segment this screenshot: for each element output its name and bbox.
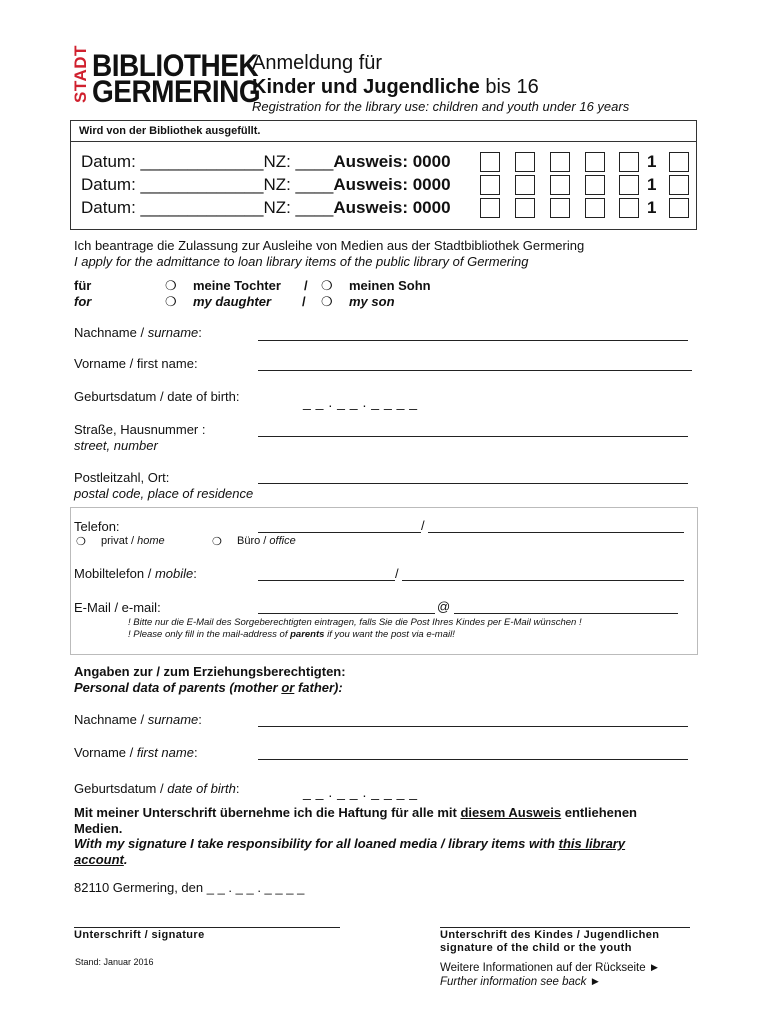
child-street-label-en: street, number xyxy=(74,438,158,453)
title-bold: Kinder und Jugendliche xyxy=(252,76,480,98)
label-de: Büro / xyxy=(237,535,270,547)
label-colon: : xyxy=(193,566,197,581)
label-de: Geburtsdatum / xyxy=(74,781,168,796)
daughter-radio[interactable]: ❍ xyxy=(165,278,177,293)
label-colon: : xyxy=(198,325,202,340)
datum-field: Datum: _____________ xyxy=(81,198,264,217)
id-digit-box[interactable] xyxy=(480,152,500,172)
email-domain-field[interactable] xyxy=(454,613,678,614)
liability-de-line2: Medien. xyxy=(74,821,123,836)
parent-surname-field[interactable] xyxy=(258,726,688,727)
private-radio[interactable]: ❍ xyxy=(76,536,86,548)
id-check-box[interactable] xyxy=(669,152,689,172)
id-suffix: 1 xyxy=(647,175,657,194)
logo-line-1: BIBLIOTHEK xyxy=(92,47,259,83)
text-part: With my signature I take responsibility for all loaned media / library items with xyxy=(74,836,559,851)
label-de: Vorname / xyxy=(74,745,137,760)
child-surname-label xyxy=(74,325,202,340)
liability-en-line2 xyxy=(74,852,127,867)
child-postal-field[interactable] xyxy=(258,483,688,484)
id-digit-box[interactable] xyxy=(585,198,605,218)
library-box-divider xyxy=(71,141,696,142)
son-label-en: my son xyxy=(349,294,395,309)
stand-date: Stand: Januar 2016 xyxy=(75,957,154,967)
id-check-box[interactable] xyxy=(669,198,689,218)
private-label xyxy=(101,535,165,547)
parent-signature-label: Unterschrift / signature xyxy=(74,929,205,941)
datum-field: Datum: _____________ xyxy=(81,175,264,194)
label-en: surname xyxy=(147,325,199,340)
text-part: Mit meiner Unterschrift übernehme ich die Haftung für alle mit xyxy=(74,805,461,820)
child-signature-label-2: signature of the child or the youth xyxy=(440,942,632,954)
id-digit-box[interactable] xyxy=(619,175,639,195)
label-colon: : xyxy=(198,712,202,727)
parent-firstname-label xyxy=(74,745,198,760)
id-check-box[interactable] xyxy=(669,175,689,195)
for-label-de: für xyxy=(74,278,92,293)
child-firstname-label: Vorname / first name: xyxy=(74,356,198,371)
text-part: . xyxy=(123,852,128,867)
email-label: E-Mail / e-mail: xyxy=(74,600,161,615)
child-signature-line[interactable] xyxy=(440,927,690,928)
mobile-label xyxy=(74,566,197,581)
mobile-slash: / xyxy=(395,566,399,581)
label-colon: : xyxy=(193,745,198,760)
label-de: Mobiltelefon / xyxy=(74,566,155,581)
id-digit-box[interactable] xyxy=(585,152,605,172)
library-row-1 xyxy=(81,152,451,172)
liability-en-line1 xyxy=(74,836,625,851)
label-en: surname xyxy=(147,712,199,727)
id-digit-box[interactable] xyxy=(480,175,500,195)
email-user-field[interactable] xyxy=(258,613,435,614)
label-en: date of birth xyxy=(167,781,236,796)
child-firstname-field[interactable] xyxy=(258,370,692,371)
phone-slash: / xyxy=(421,518,425,533)
for-label-en: for xyxy=(74,294,92,309)
label-en: home xyxy=(137,535,165,547)
daughter-label-en: my daughter xyxy=(193,294,272,309)
parent-firstname-field[interactable] xyxy=(258,759,688,760)
id-digit-box[interactable] xyxy=(550,175,570,195)
label-en: first name xyxy=(136,745,194,760)
nz-field: NZ: ____ xyxy=(263,152,334,171)
logo-line-2: GERMERING xyxy=(92,73,261,109)
underlined-part: diesem Ausweis xyxy=(460,805,562,820)
note-part: ! Please only fill in the mail-address of xyxy=(128,629,291,640)
mobile-number-field[interactable] xyxy=(402,580,684,581)
id-suffix: 1 xyxy=(647,198,657,217)
child-street-label-de: Straße, Hausnummer : xyxy=(74,422,206,437)
more-info-de: Weitere Informationen auf der Rückseite ► xyxy=(440,962,661,974)
phone-area-field[interactable] xyxy=(258,532,421,533)
parent-dob-field[interactable]: _ _ . _ _ . _ _ _ _ xyxy=(303,784,418,800)
library-use-box xyxy=(70,120,697,230)
son-radio[interactable]: ❍ xyxy=(321,278,333,293)
label-de: Nachname / xyxy=(74,325,148,340)
ausweis-field: Ausweis: 0000 xyxy=(333,198,451,217)
place-date-line[interactable]: 82110 Germering, den _ _ . _ _ . _ _ _ _ xyxy=(74,880,305,895)
logo-stadt xyxy=(70,45,92,103)
email-at: @ xyxy=(437,599,451,614)
library-row-2 xyxy=(81,175,451,195)
note-bold: parents xyxy=(290,629,325,640)
label-de: Nachname / xyxy=(74,712,148,727)
text-part: entliehenen xyxy=(561,805,637,820)
phone-number-field[interactable] xyxy=(428,532,684,533)
intro-de: Ich beantrage die Zulassung zur Ausleihe von Medien aus der Stadtbibliothek Germering xyxy=(74,238,585,253)
choice-slash-en: / xyxy=(302,294,306,309)
id-digit-box[interactable] xyxy=(550,198,570,218)
parent-dob-label xyxy=(74,781,240,796)
id-digit-box[interactable] xyxy=(480,198,500,218)
underlined-part: this library xyxy=(558,836,626,851)
parent-surname-label xyxy=(74,712,202,727)
page-subtitle: Registration for the library use: children and youth under 16 years xyxy=(252,99,630,114)
page-title-line-2 xyxy=(252,76,539,99)
child-surname-field[interactable] xyxy=(258,340,688,341)
label-en: office xyxy=(269,535,296,547)
child-signature-label-1: Unterschrift des Kindes / Jugendlichen xyxy=(440,929,660,941)
phone-label: Telefon: xyxy=(74,519,120,534)
heading-or: or xyxy=(281,680,295,695)
note-part: if you want the post via e-mail! xyxy=(324,629,455,640)
son-radio-en[interactable]: ❍ xyxy=(321,294,333,309)
datum-field: Datum: _____________ xyxy=(81,152,264,171)
intro-en: I apply for the admittance to loan library items of the public library of Germering xyxy=(74,254,529,269)
parent-signature-line[interactable] xyxy=(74,927,340,928)
choice-slash: / xyxy=(304,278,308,293)
daughter-radio-en[interactable]: ❍ xyxy=(165,294,177,309)
child-dob-field[interactable]: _ _ . _ _ . _ _ _ _ xyxy=(303,394,418,410)
logo-stadt-text: STADT xyxy=(71,45,90,103)
child-postal-label-de: Postleitzahl, Ort: xyxy=(74,470,170,485)
id-digit-box[interactable] xyxy=(515,175,535,195)
title-rest: bis 16 xyxy=(479,76,539,98)
page-title-line-1: Anmeldung für xyxy=(252,52,383,74)
nz-field: NZ: ____ xyxy=(263,175,334,194)
ausweis-field: Ausweis: 0000 xyxy=(333,152,451,171)
id-digit-box[interactable] xyxy=(619,152,639,172)
nz-field: NZ: ____ xyxy=(263,198,334,217)
heading-part: father): xyxy=(294,680,343,695)
label-de: privat / xyxy=(101,535,138,547)
id-digit-box[interactable] xyxy=(619,198,639,218)
liability-de-line1 xyxy=(74,805,637,820)
library-box-heading: Wird von der Bibliothek ausgefüllt. xyxy=(79,125,261,137)
daughter-label-de: meine Tochter xyxy=(193,278,281,293)
mobile-area-field[interactable] xyxy=(258,580,395,581)
label-colon: : xyxy=(235,781,240,796)
id-suffix: 1 xyxy=(647,152,657,171)
id-digit-box[interactable] xyxy=(515,198,535,218)
id-digit-box[interactable] xyxy=(550,152,570,172)
office-radio[interactable]: ❍ xyxy=(212,536,222,548)
ausweis-field: Ausweis: 0000 xyxy=(333,175,451,194)
heading-part: Personal data of parents (mother xyxy=(74,680,282,695)
label-en: mobile xyxy=(154,566,194,581)
office-label xyxy=(237,535,296,547)
parents-heading-en xyxy=(74,680,343,695)
id-digit-box[interactable] xyxy=(585,175,605,195)
child-dob-label: Geburtsdatum / date of birth: xyxy=(74,389,240,404)
child-postal-label-en: postal code, place of residence xyxy=(74,486,254,501)
more-info-en: Further information see back ► xyxy=(440,976,601,988)
underlined-part: account xyxy=(74,852,124,867)
email-note-de: ! Bitte nur die E-Mail des Sorgeberechtigten eintragen, falls Sie die Post Ihres Kindes per E-Mail wünschen ! xyxy=(128,617,582,628)
id-digit-box[interactable] xyxy=(515,152,535,172)
email-note-en xyxy=(128,629,455,640)
son-label-de: meinen Sohn xyxy=(349,278,431,293)
library-row-3 xyxy=(81,198,451,218)
parents-heading-de: Angaben zur / zum Erziehungsberechtigten: xyxy=(74,664,346,679)
child-street-field[interactable] xyxy=(258,436,688,437)
